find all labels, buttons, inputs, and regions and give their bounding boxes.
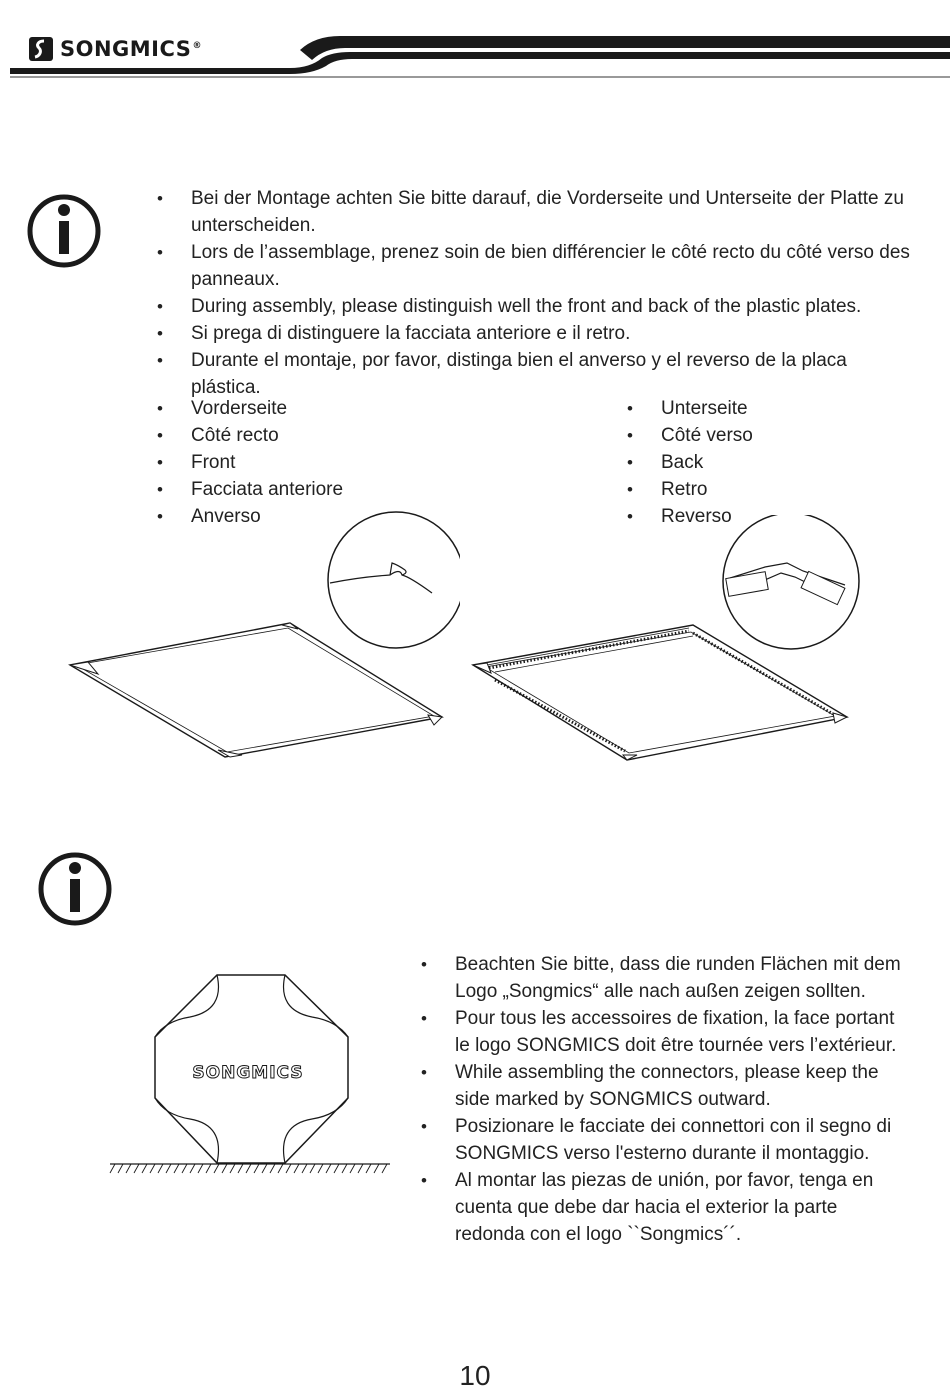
list-item: • Côté recto xyxy=(157,422,457,449)
connector-illustration xyxy=(105,965,395,1180)
list-item: • Si prega di distinguere la facciata anteriore e il retro. xyxy=(157,320,917,347)
info-icon xyxy=(36,851,116,931)
header-swoosh xyxy=(0,30,950,80)
brand-name: SONGMICS® xyxy=(60,37,202,61)
front-plate-illustration xyxy=(60,505,460,775)
list-item: • Back xyxy=(627,449,827,476)
list-item: • During assembly, please distinguish well the front and back of the plastic plates. xyxy=(157,293,917,320)
back-plate-illustration xyxy=(465,515,865,770)
connector-logo: SONGMICS xyxy=(192,1063,304,1083)
list-item: • Facciata anteriore xyxy=(157,476,457,503)
list-item: • Durante el montaje, por favor, distinga bien el anverso y el reverso de la placa plástica. xyxy=(157,347,917,401)
list-item: • While assembling the connectors, please keep the side marked by SONGMICS outward. xyxy=(421,1059,906,1113)
back-side-labels xyxy=(627,395,827,530)
list-item: • Lors de l’assemblage, prenez soin de bien différencier le côté recto du côté verso des panneaux. xyxy=(157,239,917,293)
list-item: • Reverso xyxy=(627,503,827,530)
list-item: • Retro xyxy=(627,476,827,503)
list-item: • Posizionare le facciate dei connettori con il segno di SONGMICS verso l'esterno durante il montaggio. xyxy=(421,1113,906,1167)
page-number: 10 xyxy=(459,1360,491,1391)
list-item: • Beachten Sie bitte, dass die runden Flächen mit dem Logo „Songmics“ alle nach außen zeigen sollten. xyxy=(421,951,906,1005)
list-item: • Bei der Montage achten Sie bitte darauf, die Vorderseite und Unterseite der Platte zu unterscheiden. xyxy=(157,185,917,239)
list-item: • Al montar las piezas de unión, por favor, tenga en cuenta que debe dar hacia el exterior la parte redonda con el logo ``Songmics´´. xyxy=(421,1167,906,1248)
assembly-notes-top xyxy=(157,185,917,401)
list-item: • Front xyxy=(157,449,457,476)
list-item: • Vorderseite xyxy=(157,395,457,422)
list-item: • Côté verso xyxy=(627,422,827,449)
info-icon xyxy=(25,192,105,272)
list-item: • Pour tous les accessoires de fixation, la face portant le logo SONGMICS doit être tournée vers l’extérieur. xyxy=(421,1005,906,1059)
list-item: • Unterseite xyxy=(627,395,827,422)
list-item: • Anverso xyxy=(157,503,457,530)
connector-notes xyxy=(421,951,906,1248)
